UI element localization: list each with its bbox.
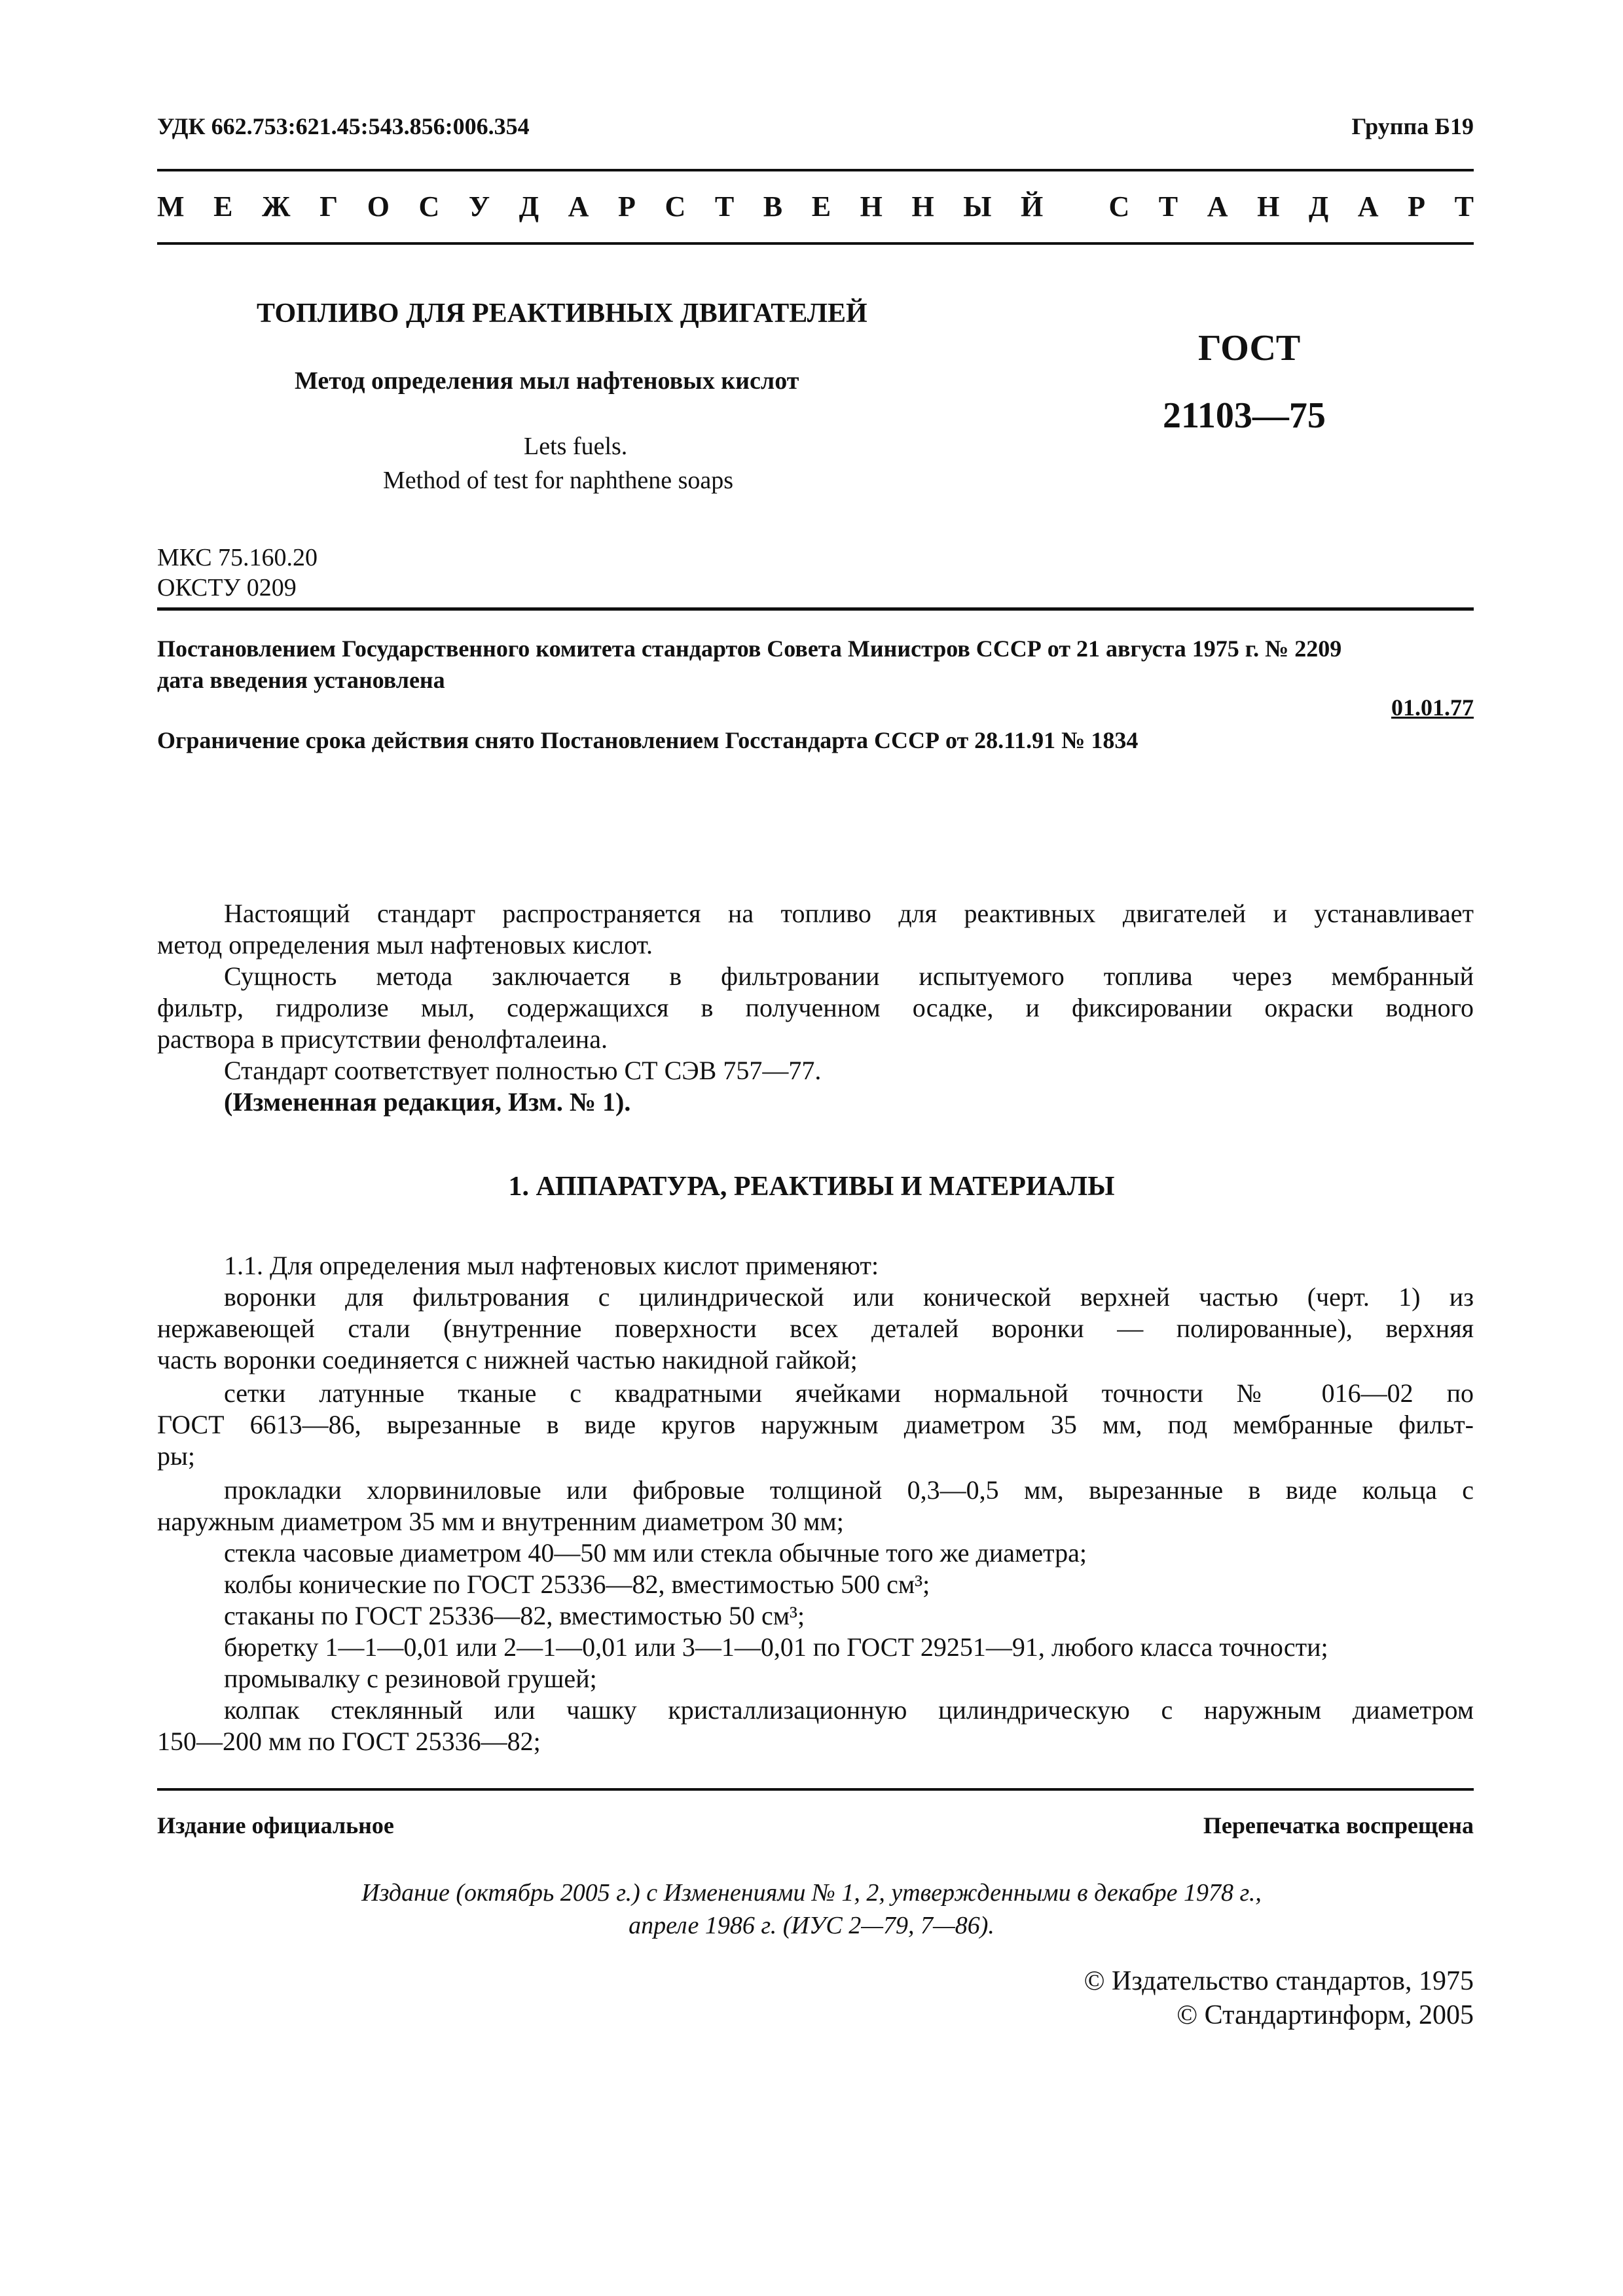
body-line: сетки латунные тканые с квадратными ячейками нормальной точности № 016—02 по (224, 1378, 1474, 1408)
body-line: наружным диаметром 35 мм и внутренним диаметром 30 мм; (157, 1507, 844, 1536)
body-line: ГОСТ 6613—86, вырезанные в виде кругов наружным диаметром 35 мм, под мембранные фильт- (157, 1410, 1474, 1439)
banner-letter: С (665, 190, 686, 223)
edition-note-line2: апреле 1986 г. (ИУС 2—79, 7—86). (629, 1912, 994, 1939)
banner-letter: Р (617, 190, 636, 223)
body-line: промывалку с резиновой грушей; (224, 1664, 597, 1693)
intro-line: Стандарт соответствует полностью СТ СЭВ 757—77. (224, 1056, 822, 1085)
codes-rule (157, 607, 1474, 611)
body-line: прокладки хлорвиниловые или фибровые толщиной 0,3—0,5 мм, вырезанные в виде кольца с (224, 1475, 1474, 1505)
body-line: часть воронки соединяется с нижней частью накидной гайкой; (157, 1345, 858, 1374)
banner-letter: Ж (262, 190, 291, 223)
banner-letter: Т (1454, 190, 1474, 223)
banner-letter: А (1357, 190, 1379, 223)
intro-line: раствора в присутствии фенолфталеина. (157, 1024, 608, 1054)
copyright-line1: © Издательство стандартов, 1975 (1084, 1966, 1474, 1996)
banner-rule (157, 242, 1474, 245)
interstate-standard-banner (157, 190, 1474, 223)
decree-line2: дата введения установлена (157, 667, 445, 693)
udk-code: УДК 662.753:621.45:543.856:006.354 (157, 113, 530, 139)
limitation-note: Ограничение срока действия снято Постановлением Госстандарта СССР от 28.11.91 № 1834 (157, 727, 1139, 753)
method-title-ru: Метод определения мыл нафтеновых кислот (295, 367, 799, 395)
intro-line: метод определения мыл нафтеновых кислот. (157, 930, 653, 960)
amendment-note: (Измененная редакция, Изм. № 1). (224, 1087, 631, 1117)
body-line: воронки для фильтрования с цилиндрической или конической верхней частью (черт. 1) из (224, 1282, 1474, 1312)
intro-line: фильтр, гидролизе мыл, содержащихся в полученном осадке, и фиксировании окраски водного (157, 993, 1474, 1022)
okstu-code: ОКСТУ 0209 (157, 574, 297, 601)
body-line: 150—200 мм по ГОСТ 25336—82; (157, 1727, 541, 1756)
reprint-prohibited-label: Перепечатка воспрещена (1203, 1812, 1474, 1839)
banner-letter (1072, 190, 1080, 223)
body-line: колпак стеклянный или чашку кристаллизационную цилиндрическую с наружным диаметром (224, 1695, 1474, 1725)
intro-line: Сущность метода заключается в фильтровании испытуемого топлива через мембранный (224, 961, 1474, 991)
banner-letter: Р (1408, 190, 1426, 223)
banner-letter: А (568, 190, 589, 223)
body-line: нержавеющей стали (внутренние поверхности всех деталей воронки — полированные), верхняя (157, 1314, 1474, 1343)
banner-letter: Ы (963, 190, 992, 223)
banner-letter: Й (1021, 190, 1044, 223)
banner-letter: В (763, 190, 783, 223)
banner-letter: Н (860, 190, 883, 223)
banner-letter: М (157, 190, 185, 223)
banner-letter: Н (911, 190, 934, 223)
banner-letter: У (468, 190, 490, 223)
official-edition-label: Издание официальное (157, 1812, 394, 1839)
top-rule (157, 169, 1474, 171)
body-line: бюретку 1—1—0,01 или 2—1—0,01 или 3—1—0,01 по ГОСТ 29251—91, любого класса точности; (224, 1632, 1328, 1662)
banner-letter: Е (213, 190, 233, 223)
document-title-en-line2: Method of test for naphthene soaps (383, 467, 734, 494)
body-line: колбы конические по ГОСТ 25336—82, вместимостью 500 см³; (224, 1570, 930, 1599)
banner-letter: Е (811, 190, 831, 223)
banner-letter: Н (1257, 190, 1280, 223)
group-code: Группа Б19 (1351, 113, 1474, 139)
gost-label: ГОСТ (1198, 328, 1301, 368)
section-heading: 1. АППАРАТУРА, РЕАКТИВЫ И МАТЕРИАЛЫ (508, 1172, 1115, 1202)
edition-note-line1: Издание (октябрь 2005 г.) с Изменениями № 1, 2, утвержденными в декабре 1978 г., (361, 1879, 1262, 1907)
document-title-en-line1: Lets fuels. (524, 433, 628, 460)
body-line: ры; (157, 1441, 195, 1471)
banner-letter: Д (1308, 190, 1329, 223)
banner-letter: Д (519, 190, 539, 223)
banner-letter: Г (319, 190, 338, 223)
banner-letter: А (1207, 190, 1228, 223)
document-title-ru: ТОПЛИВО ДЛЯ РЕАКТИВНЫХ ДВИГАТЕЛЕЙ (257, 298, 867, 329)
body-line: 1.1. Для определения мыл нафтеновых кислот применяют: (224, 1251, 879, 1280)
body-line: стекла часовые диаметром 40—50 мм или стекла обычные того же диаметра; (224, 1538, 1087, 1568)
banner-letter: С (1108, 190, 1130, 223)
banner-letter: Т (1158, 190, 1178, 223)
banner-letter: Т (714, 190, 735, 223)
banner-letter: О (367, 190, 390, 223)
banner-letter: С (418, 190, 440, 223)
gost-number: 21103—75 (1163, 395, 1326, 436)
mks-code: МКС 75.160.20 (157, 544, 318, 571)
body-line: стаканы по ГОСТ 25336—82, вместимостью 50 см³; (224, 1601, 805, 1630)
copyright-line2: © Стандартинформ, 2005 (1176, 2000, 1474, 2030)
decree-line1: Постановлением Государственного комитета стандартов Совета Министров СССР от 21 августа 1975 г. № 2209 (157, 636, 1342, 662)
introduction-date: 01.01.77 (1391, 694, 1474, 721)
footer-rule (157, 1788, 1474, 1791)
intro-line: Настоящий стандарт распространяется на топливо для реактивных двигателей и устанавливает (224, 899, 1474, 928)
